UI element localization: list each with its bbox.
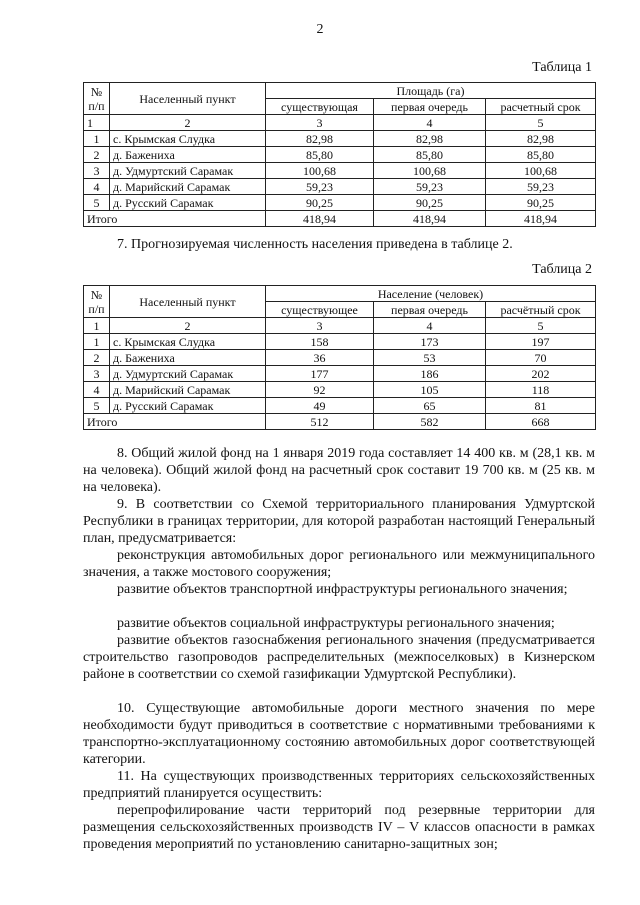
table1-row <box>84 179 596 195</box>
table1-cell: 59,23 <box>266 179 374 195</box>
table2-cell: 4 <box>374 318 486 334</box>
paragraph-9: 9. В соответствии со Схемой территориального планирования Удмуртской Республики в границах территории, для которой разработан настоящий Генеральный план, предусматривается: <box>83 497 595 546</box>
table1-caption: Таблица 1 <box>532 60 592 75</box>
table2-row <box>84 398 596 414</box>
table2-caption: Таблица 2 <box>532 262 592 277</box>
table2-cell: 186 <box>374 366 486 382</box>
table1-subheader: первая очередь <box>374 99 486 115</box>
table1-cell: 85,80 <box>266 147 374 163</box>
table2-cell: 5 <box>486 318 596 334</box>
table1-total-label: Итого <box>84 211 266 227</box>
table1-subheader: существующая <box>266 99 374 115</box>
table1-cell: 418,94 <box>486 211 596 227</box>
page-number: 2 <box>316 22 324 37</box>
table2-cell: д. Удмуртский Сарамак <box>110 366 266 382</box>
table1-cell: 1 <box>84 115 110 131</box>
table1-row <box>84 147 596 163</box>
table2-cell: 105 <box>374 382 486 398</box>
table2-cell: 1 <box>84 318 110 334</box>
table2-cell: 512 <box>266 414 374 430</box>
table2-cell: д. Бажениха <box>110 350 266 366</box>
table2-cell: 65 <box>374 398 486 414</box>
table2-row <box>84 366 596 382</box>
table2-cell: 202 <box>486 366 596 382</box>
table2-cell: 49 <box>266 398 374 414</box>
table2-cell: 1 <box>84 334 110 350</box>
table1-cell: 59,23 <box>486 179 596 195</box>
table2-total-label: Итого <box>84 414 266 430</box>
table2-cell: 668 <box>486 414 596 430</box>
table1-cell: д. Удмуртский Сарамак <box>110 163 266 179</box>
paragraph-9-item-3: развитие объектов социальной инфраструктуры регионального значения; <box>117 616 555 631</box>
table2-cell: 70 <box>486 350 596 366</box>
table2-cell: 177 <box>266 366 374 382</box>
table2-cell: 36 <box>266 350 374 366</box>
table2-cell: 5 <box>84 398 110 414</box>
table2-cell: д. Марийский Сарамак <box>110 382 266 398</box>
table1-row <box>84 163 596 179</box>
table1-cell: д. Марийский Сарамак <box>110 179 266 195</box>
table1-cell: 1 <box>84 131 110 147</box>
table2-cell: 3 <box>266 318 374 334</box>
table1-header-no: № п/п <box>84 83 110 115</box>
table2-cell: 92 <box>266 382 374 398</box>
table2-cell: 197 <box>486 334 596 350</box>
table1-row <box>84 131 596 147</box>
table2-cell: 4 <box>84 382 110 398</box>
paragraph-10: 10. Существующие автомобильные дороги местного значения по мере необходимости будут приводиться в соответствие с нормативными требованиями к транспортно-эксплуатационному состоянию автомобильных дорог соответствующей категории. <box>83 701 595 767</box>
table2-header-group: Население (человек) <box>266 286 596 302</box>
table2-cell: 158 <box>266 334 374 350</box>
table2-cell: 81 <box>486 398 596 414</box>
table1-cell: 59,23 <box>374 179 486 195</box>
table1-cell: 90,25 <box>486 195 596 211</box>
table2-cell: 53 <box>374 350 486 366</box>
table1-cell: 90,25 <box>266 195 374 211</box>
table1-cell: 82,98 <box>486 131 596 147</box>
table2-row <box>84 334 596 350</box>
table1-cell: д. Русский Сарамак <box>110 195 266 211</box>
table1-cell: 100,68 <box>486 163 596 179</box>
table1-row <box>84 195 596 211</box>
table1-header-name: Населенный пункт <box>110 83 266 115</box>
table1-cell: 418,94 <box>266 211 374 227</box>
table1-cell: 100,68 <box>374 163 486 179</box>
table1-area <box>83 82 596 227</box>
table2-cell: 2 <box>84 350 110 366</box>
table2-total-row <box>84 414 596 430</box>
table2-header-name: Населенный пункт <box>110 286 266 318</box>
table1-cell: 2 <box>84 147 110 163</box>
table2-subheader: существующее <box>266 302 374 318</box>
table1-cell: 3 <box>84 163 110 179</box>
table1-cell: 5 <box>486 115 596 131</box>
table1-cell: 85,80 <box>374 147 486 163</box>
paragraph-9-item-4: развитие объектов газоснабжения регионального значения (предусматривается строительство газопроводов распределительных (межпоселковых) в Кизнерском районе в соответствии со схемой газификации Удмуртской Республики). <box>83 633 595 682</box>
table2-cell: 3 <box>84 366 110 382</box>
table1-cell: д. Бажениха <box>110 147 266 163</box>
table1-cell: 5 <box>84 195 110 211</box>
table1-index-row <box>84 115 596 131</box>
table1-cell: 3 <box>266 115 374 131</box>
table1-cell: 85,80 <box>486 147 596 163</box>
table2-cell: 118 <box>486 382 596 398</box>
table2-index-row <box>84 318 596 334</box>
table1-cell: 2 <box>110 115 266 131</box>
table2-subheader: первая очередь <box>374 302 486 318</box>
table1-cell: с. Крымская Слудка <box>110 131 266 147</box>
table2-row <box>84 382 596 398</box>
table2-subheader: расчётный срок <box>486 302 596 318</box>
table1-cell: 82,98 <box>374 131 486 147</box>
table2-row <box>84 350 596 366</box>
table1-total-row <box>84 211 596 227</box>
table2-cell: 582 <box>374 414 486 430</box>
paragraph-11-item-1: перепрофилирование части территорий под резервные территории для размещения сельскохозяйственных производств IV – V классов опасности в рамках проведения мероприятий по установлению санитарно-защитных зон; <box>83 803 595 852</box>
table1-cell: 4 <box>374 115 486 131</box>
table1-header-group: Площадь (га) <box>266 83 596 99</box>
table1-cell: 90,25 <box>374 195 486 211</box>
table2-cell: с. Крымская Слудка <box>110 334 266 350</box>
table1-cell: 4 <box>84 179 110 195</box>
table1-cell: 418,94 <box>374 211 486 227</box>
paragraph-11: 11. На существующих производственных территориях сельскохозяйственных предприятий планируется осуществить: <box>83 769 595 801</box>
table1-cell: 100,68 <box>266 163 374 179</box>
table2-cell: д. Русский Сарамак <box>110 398 266 414</box>
table1-cell: 82,98 <box>266 131 374 147</box>
paragraph-9-item-2: развитие объектов транспортной инфраструктуры регионального значения; <box>117 582 568 597</box>
paragraph-8: 8. Общий жилой фонд на 1 января 2019 года составляет 14 400 кв. м (28,1 кв. м на человека). Общий жилой фонд на расчетный срок составит 19 700 кв. м (25 кв. м на человека). <box>83 446 595 495</box>
table2-cell: 2 <box>110 318 266 334</box>
table1-subheader: расчетный срок <box>486 99 596 115</box>
table2-area <box>83 285 596 430</box>
paragraph-9-item-1: реконструкция автомобильных дорог регионального или межмуниципального значения, а также мостового сооружения; <box>83 548 595 580</box>
paragraph-7: 7. Прогнозируемая численность населения приведена в таблице 2. <box>117 237 513 252</box>
table2-cell: 173 <box>374 334 486 350</box>
table2-header-no: № п/п <box>84 286 110 318</box>
